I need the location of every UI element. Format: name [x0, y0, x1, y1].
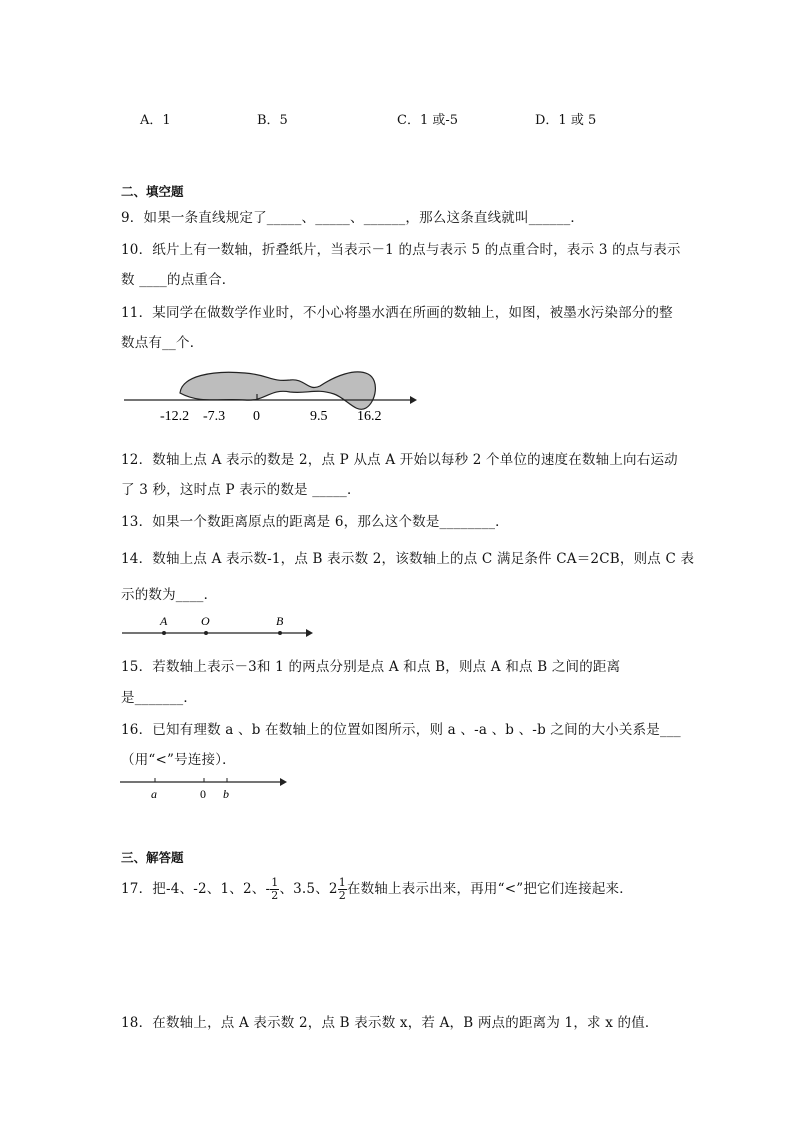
- section-answer-title: 三、解答题: [121, 850, 184, 865]
- figure-ab-number-line: [120, 772, 300, 804]
- choice-c: C．1 或-5: [397, 113, 459, 128]
- fig11-label: 16.2: [357, 409, 382, 424]
- question-18: 18．在数轴上，点 A 表示数 2，点 B 表示数 x，若 A，B 两点的距离为 1，求 x 的值．: [121, 1015, 659, 1031]
- ink-blot: [180, 372, 375, 409]
- choice-b: B．5: [257, 113, 288, 128]
- q17-fraction-mixed: $\frac{1}{2}$: [338, 876, 346, 902]
- q17-text-before: 17．把-4、-2、1、2、-: [121, 881, 271, 897]
- fig11-label: -12.2: [160, 409, 190, 424]
- question-13: 13．如果一个数距离原点的距离是 6，那么这个数是________．: [121, 514, 509, 530]
- fig11-label: 9.5: [310, 409, 328, 424]
- q17-text-middle: 、3.5、2: [279, 881, 338, 897]
- question-12-line1: 12．数轴上点 A 表示的数是 2，点 P 从点 A 开始以每秒 2 个单位的速度在数轴上向右运动: [121, 452, 678, 468]
- question-17: [121, 874, 633, 904]
- question-15-line1: 15．若数轴上表示－3和 1 的两点分别是点 A 和点 B，则点 A 和点 B 之间的距离: [121, 659, 621, 675]
- fig11-label: -7.3: [203, 409, 226, 424]
- fig11-label: 0: [253, 409, 260, 424]
- axis-arrow: [410, 396, 417, 404]
- fig14-label: O: [201, 614, 210, 628]
- q17-fraction-half: $\frac{1}{2}$: [271, 876, 279, 902]
- figure-abo-number-line: [120, 612, 320, 642]
- question-14-line2: 示的数为____．: [121, 587, 218, 603]
- question-11-line1: 11．某同学在做数学作业时，不小心将墨水洒在所画的数轴上，如图，被墨水污染部分的整: [121, 305, 673, 321]
- question-12-line2: 了 3 秒，这时点 P 表示的数是 _____．: [121, 482, 361, 498]
- q17-text-after: 在数轴上表示出来，再用“<”把它们连接起来．: [346, 881, 633, 897]
- figure-ink-number-line: [120, 362, 420, 428]
- question-15-line2: 是_______．: [121, 690, 198, 706]
- question-10-line2: 数 ____的点重合．: [121, 272, 236, 288]
- question-14-line1: 14．数轴上点 A 表示数-1，点 B 表示数 2，该数轴上的点 C 满足条件 CA＝2CB，则点 C 表: [121, 551, 695, 567]
- choice-a: A．1: [140, 113, 171, 128]
- question-16-line1: 16．已知有理数 a 、b 在数轴上的位置如图所示，则 a 、-a 、b 、-b 之间的大小关系是___: [121, 722, 681, 738]
- fig16-label: a: [151, 787, 157, 801]
- fig16-label: 0: [200, 787, 206, 801]
- choice-d: D．1 或 5: [535, 113, 597, 128]
- question-10-line1: 10．纸片上有一数轴，折叠纸片，当表示－1 的点与表示 5 的点重合时，表示 3 的点与表示: [121, 242, 681, 258]
- question-16-line2: （用“<”号连接）．: [121, 752, 236, 768]
- question-11-line2: 数点有__个．: [121, 335, 204, 351]
- question-9: 9．如果一条直线规定了_____、_____、______，那么这条直线就叫______．: [121, 210, 585, 226]
- fig14-label: B: [276, 614, 284, 628]
- section-fill-in-title: 二、填空题: [121, 184, 184, 199]
- fig14-label: A: [160, 614, 168, 628]
- fig16-label: b: [223, 787, 229, 801]
